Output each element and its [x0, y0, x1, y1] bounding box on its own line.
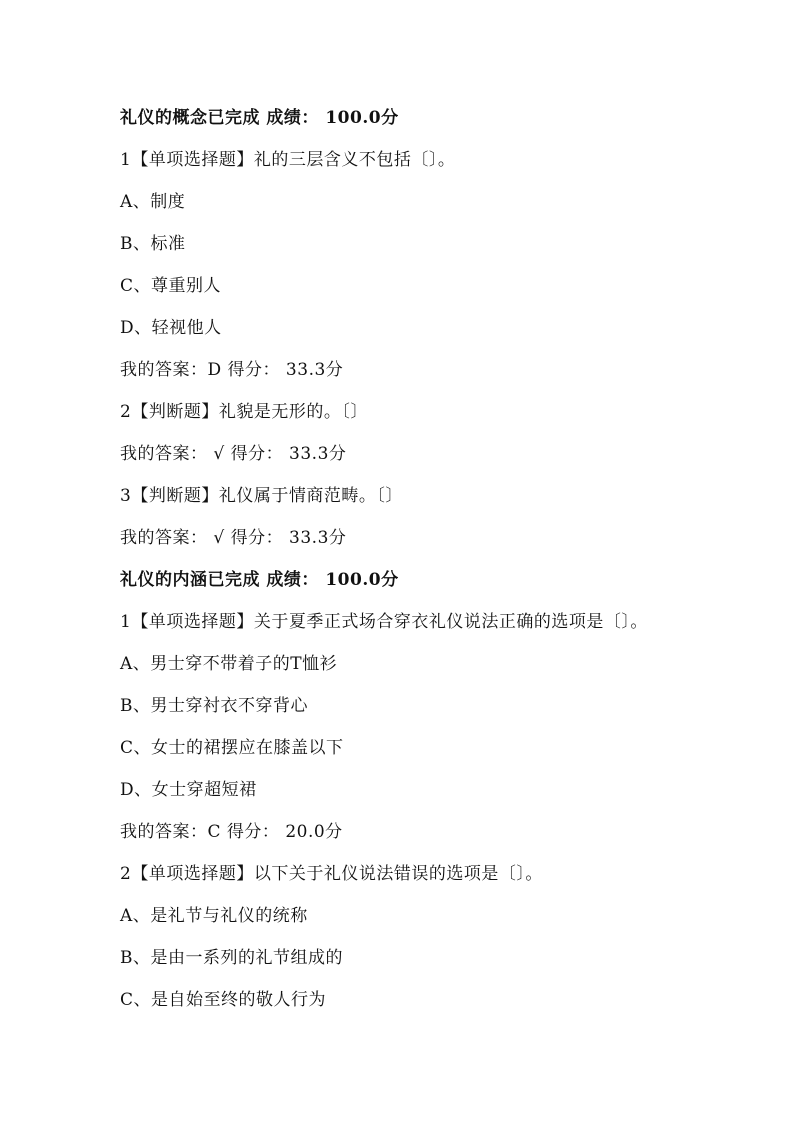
section-1-question-1: 1【单项选择题】礼的三层含义不包括〔〕。	[120, 150, 456, 170]
section-2-option-b: B、男士穿衬衣不穿背心	[120, 696, 308, 716]
section-2-question-2: 2【单项选择题】以下关于礼仪说法错误的选项是〔〕。	[120, 864, 543, 884]
section-2-question-1: 1【单项选择题】关于夏季正式场合穿衣礼仪说法正确的选项是〔〕。	[120, 612, 648, 632]
section-2-q2-option-a: A、是礼节与礼仪的统称	[120, 906, 308, 926]
section-1-answer-2: 我的答案： √ 得分： 33.3分	[120, 444, 347, 464]
section-1-option-b: B、标准	[120, 234, 186, 254]
section-1-answer-1: 我的答案：D 得分： 33.3分	[120, 360, 344, 380]
section-2-q2-option-c: C、是自始至终的敬人行为	[120, 990, 327, 1010]
section-2-option-c: C、女士的裙摆应在膝盖以下	[120, 738, 344, 758]
section-2-q2-option-b: B、是由一系列的礼节组成的	[120, 948, 343, 968]
section-1-option-d: D、轻视他人	[120, 318, 222, 338]
section-2-option-a: A、男士穿不带着子的T恤衫	[120, 654, 338, 674]
section-1-question-2: 2【判断题】礼貌是无形的。〔〕	[120, 402, 368, 422]
section-1-option-c: C、尊重别人	[120, 276, 222, 296]
section-2-answer-1: 我的答案：C 得分： 20.0分	[120, 822, 343, 842]
section-2-option-d: D、女士穿超短裙	[120, 780, 257, 800]
section-1-title: 礼仪的概念已完成 成绩： 100.0分	[120, 108, 399, 128]
section-1-question-3: 3【判断题】礼仪属于情商范畴。〔〕	[120, 486, 403, 506]
section-1-option-a: A、制度	[120, 192, 186, 212]
section-2-title: 礼仪的内涵已完成 成绩： 100.0分	[120, 570, 399, 590]
section-1-answer-3: 我的答案： √ 得分： 33.3分	[120, 528, 347, 548]
